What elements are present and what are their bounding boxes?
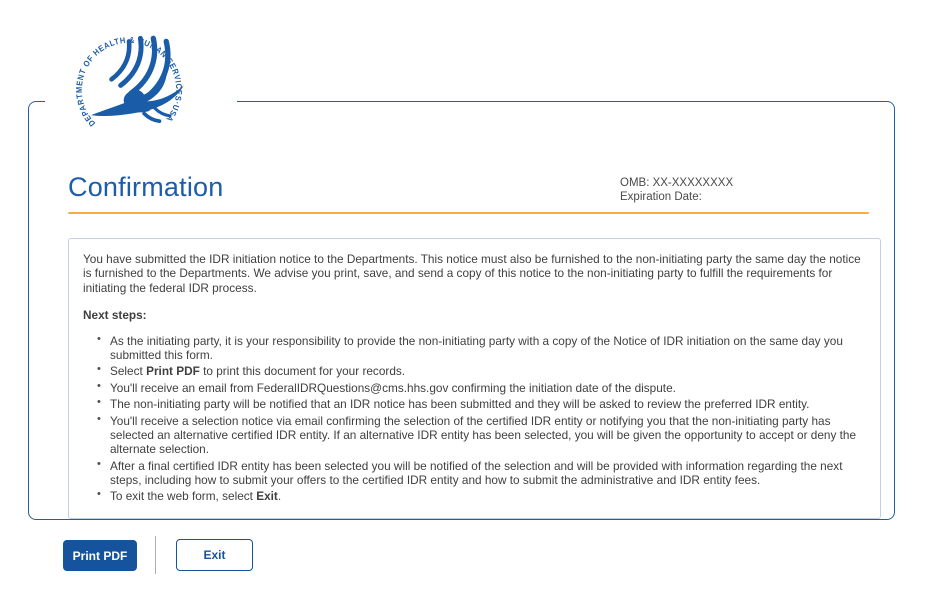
page-title: Confirmation — [68, 172, 224, 202]
button-divider — [155, 536, 156, 574]
next-step-item: • To exit the web form, select Exit. — [97, 489, 866, 503]
next-step-item: • After a final certified IDR entity has been selected you will be notified of the selection and will be provided with information regarding the next steps, including how to submit your offers to the certified IDR entity and how to submit the administrative and IDR entity fees. — [97, 459, 866, 488]
next-step-item: • As the initiating party, it is your responsibility to provide the non-initiating party with a copy of the Notice of IDR initiation on the same day you submitted this form. — [97, 334, 866, 363]
next-steps-label: Next steps: — [83, 308, 147, 323]
expiration-date-label: Expiration Date: — [620, 191, 702, 203]
print-pdf-button[interactable]: Print PDF — [63, 540, 137, 571]
omb-info — [620, 176, 733, 204]
next-step-item: • You'll receive an email from FederalIDRQuestions@cms.hhs.gov confirming the initiation date of the dispute. — [97, 381, 866, 395]
omb-number: OMB: XX-XXXXXXXX — [620, 177, 734, 189]
next-step-item: • The non-initiating party will be notified that an IDR notice has been submitted and they will be asked to review the preferred IDR entity. — [97, 397, 866, 411]
title-underline — [68, 212, 869, 214]
action-bar — [0, 536, 931, 576]
hhs-seal-ring-text: DEPARTMENT OF HEALTH & HUMAN SERVICES·USA — [73, 34, 185, 129]
hhs-seal-icon — [53, 14, 205, 166]
confirmation-message-box — [68, 238, 881, 519]
next-steps-list — [83, 334, 866, 504]
exit-button[interactable]: Exit — [176, 539, 253, 571]
next-step-item: • You'll receive a selection notice via email confirming the selection of the certified IDR entity or notifying you that the non-initiating party has selected an alternative certified IDR entity. If an alternative IDR entity has been selected, you will be given the opportunity to accept or deny the alternate selection. — [97, 414, 866, 457]
next-step-item: • Select Print PDF to print this document for your records. — [97, 364, 866, 378]
hhs-logo — [45, 8, 237, 162]
intro-paragraph: You have submitted the IDR initiation notice to the Departments. This notice must also be furnished to the non-initiating party the same day the notice is furnished to the Departments. We advise you print, save, and send a copy of this notice to the non-initiating party to fulfill the requirements for initiating the federal IDR process. — [83, 252, 861, 295]
